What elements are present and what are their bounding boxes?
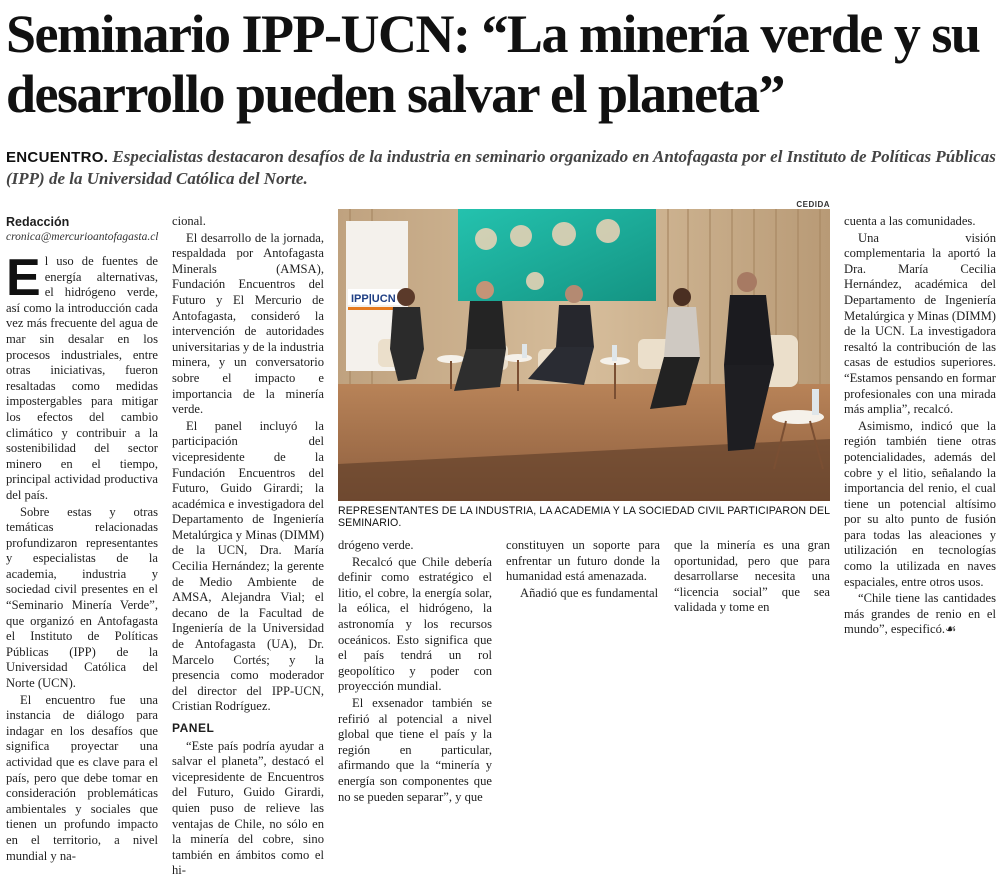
paragraph: que la minería es una gran oportunidad, pero que para desarrollarse necesita una “licencia social” que sea validada y tome en <box>674 538 830 615</box>
section-subhead: PANEL <box>172 721 215 735</box>
panel-photo-illustration <box>338 209 830 501</box>
byline-email: cronica@mercurioantofagasta.cl <box>6 231 159 243</box>
paragraph <box>844 591 996 638</box>
headline: Seminario IPP-UCN: “La minería verde y su desarrollo pueden salvar el planeta” <box>6 4 980 124</box>
paragraph: drógeno verde. <box>338 538 414 552</box>
paragraph <box>6 249 158 504</box>
paragraph: Asimismo, indicó que la región también tiene otras potencialidades, además del cobre y el litio, señalando la importancia del renio, el cual tiene un potencial altísimo por su alto punto de fusión para todas las aleaciones y utilización en tecnologías como la utilizada en naves espaciales, entre otros usos. <box>844 418 996 589</box>
paragraph: El encuentro fue una instancia de diálogo para indagar en los desafíos que significa proyectar una actividad que es clave para el país, pero que debe tomar en consideración problemáticas ambientales y sociales que tienen un profundo impacto en el territorio, a nivel mundial y na- <box>6 692 158 863</box>
paragraph-text: “Chile tiene las cantidades más grandes de renio en el mundo”, especificó. <box>844 591 996 637</box>
article-column-4 <box>506 538 660 602</box>
paragraph: cuenta a las comunidades. <box>844 214 976 228</box>
paragraph: El exsenador también se refirió al potencial a nivel global que tiene el país y la región en particular, afirmando que la “minería y energía son componentes que no se pueden separar”, y que <box>338 695 492 804</box>
dropcap: E <box>6 249 41 307</box>
paragraph: cional. <box>172 214 206 228</box>
photo-caption: REPRESENTANTES DE LA INDUSTRIA, LA ACADEMIA Y LA SOCIEDAD CIVIL PARTICIPARON DEL SEMINARIO. <box>338 505 830 529</box>
paragraph: El desarrollo de la jornada, respaldada por Antofagasta Minerals (AMSA), Fundación Encuentros del Futuro y El Mercurio de Antofagasta, consideró la intervención de autoridades universitarias y de la industria minera, y un conversatorio sobre el impacto e importancia de la minería verde. <box>172 230 324 417</box>
article-column-1 <box>6 214 158 865</box>
byline-name: Redacción <box>6 215 70 229</box>
paragraph: constituyen un soporte para enfrentar un futuro donde la humanidad está amenazada. <box>506 538 660 584</box>
paragraph: El panel incluyó la participación del vicepresidente de la Fundación Encuentros del Futuro, Guido Girardi; la académica e investigadora del Departamento de Ingeniería Metalúrgica y Minas (DIMM) de la UCN, Dra. María Cecilia Hernández; la gerente de Medio Ambiente de AMSA, Alejandra Vial; el decano de la Facultad de Ingeniería de la Universidad de Antofagasta (UA), Dr. Marcelo Cortés; y la presencia como moderador del director del IPP-UCN, Cristian Rodríguez. <box>172 418 324 714</box>
article-column-5 <box>674 538 830 617</box>
article-column-3 <box>338 538 492 806</box>
paragraph: Una visión complementaria la aportó la Dra. María Cecilia Hernández, académica del Departamento de Ingeniería Metalúrgica y Minas (DIMM) de la UCN. La investigadora resaltó la contribución de las casas de estudios superiores. “Estamos pensando en formar profesionales con una mirada más amplia”, recalcó. <box>844 230 996 417</box>
paragraph-text: l uso de fuentes de energía alternativas, el hidrógeno verde, así como la introducción cada vez más frecuente del agua de mar sin desalar en los procesos industriales, entre otras iniciativas, fueron resaltadas como medidas impostergables para mitigar los efectos del cambio climático y contribuir a la sostenibilidad del sector minero en el tiempo, principal actividad productiva del país. <box>6 254 158 502</box>
lead-text: Especialistas destacaron desafíos de la industria en seminario organizado en Antofagasta por el Instituto de Políticas Públicas (IPP) de la Universidad Católica del Norte. <box>6 147 996 188</box>
paragraph: “Este país podría ayudar a salvar el planeta”, destacó el vicepresidente de Encuentros del Futuro, Guido Girardi, quien puso de relieve las ventajas de Chile, no sólo en la minería del cobre, sino también en ámbitos como el hi- <box>172 738 324 878</box>
banner-logo: IPP|UCN <box>351 293 396 305</box>
lead-kicker: ENCUENTRO. <box>6 149 109 166</box>
article-column-2 <box>172 214 324 880</box>
paragraph: Sobre estas y otras temáticas relacionadas profundizaron representantes y especialistas de la academia, industria y sociedad civil presentes en el “Seminario Minería Verde”, que organizó en Antofagasta el Instituto de Políticas Públicas (IPP) de la Universidad Católica del Norte (UCN). <box>6 504 158 691</box>
paragraph: Recalcó que Chile debería definir como estratégico el litio, el cobre, la energía solar, la eólica, el hidrógeno, la astronomía y los recursos oceánicos. Esto significa que el país tendrá un rol geopolítico y poder con proyección mundial. <box>338 554 492 694</box>
photo-credit: CEDIDA <box>796 200 830 209</box>
event-photo <box>338 209 830 501</box>
lead-paragraph <box>6 146 996 189</box>
paragraph: Añadió que es fundamental <box>520 585 659 600</box>
end-mark-icon: ☙ <box>945 622 957 637</box>
article-column-6 <box>844 214 996 639</box>
